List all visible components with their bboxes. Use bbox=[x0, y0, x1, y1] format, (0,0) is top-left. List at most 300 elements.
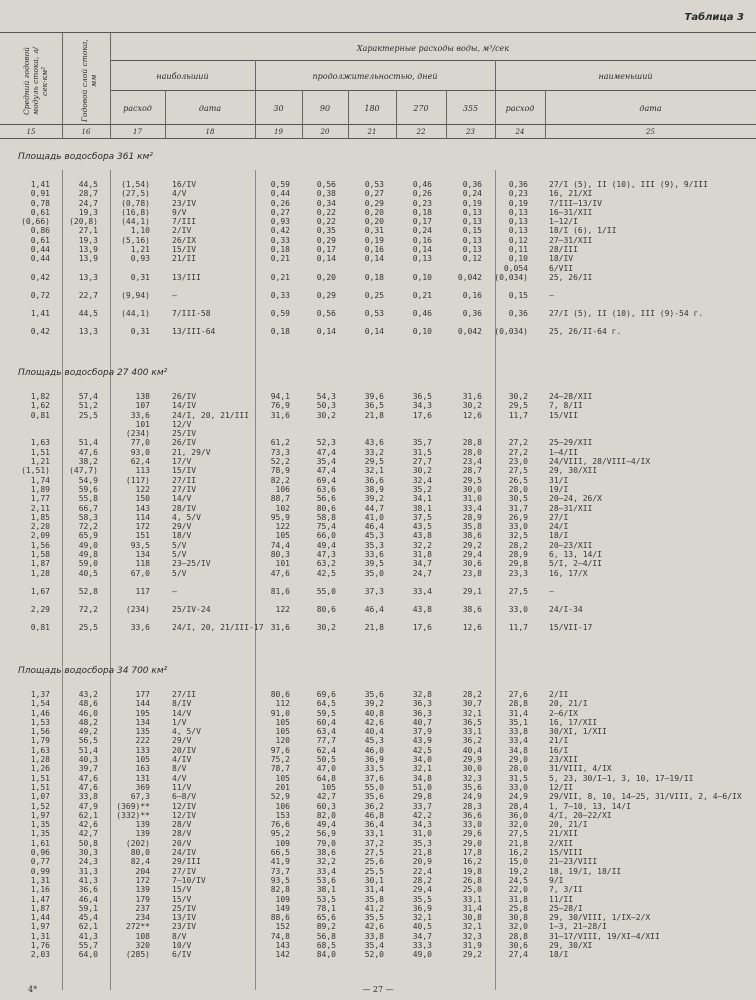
table-row bbox=[0, 867, 756, 876]
max-title: наибольший bbox=[156, 72, 209, 81]
cell-layer: 57,4 bbox=[78, 392, 98, 401]
header-rule-3 bbox=[110, 90, 756, 91]
cell-max-rate: 107 bbox=[135, 401, 150, 411]
cell-q180: 0,16 bbox=[364, 245, 384, 255]
cell-min-rate: 33,0 bbox=[508, 604, 528, 614]
cell-q90: 63,2 bbox=[316, 559, 336, 569]
cell-modulus: 0,81 bbox=[30, 622, 50, 632]
cell-max-rate: 143 bbox=[135, 503, 150, 513]
cell-max-rate: (16,8) bbox=[121, 207, 150, 217]
cell-min-rate: 30,2 bbox=[508, 392, 528, 401]
cell-max-date: 24/I, 20, 21/III-17 bbox=[172, 622, 264, 632]
table-row bbox=[0, 438, 756, 447]
cell-q270: 37,5 bbox=[412, 512, 432, 522]
cell-min-date: 28—31/XII bbox=[549, 503, 593, 513]
cell-min-date: 15/VIII bbox=[549, 848, 583, 858]
colnum: 15 bbox=[26, 128, 36, 136]
cell-q30: 73,7 bbox=[270, 866, 290, 876]
cell-q355: 0,13 bbox=[462, 245, 482, 255]
cell-q90: 54,3 bbox=[316, 392, 336, 401]
cell-layer: 38,2 bbox=[78, 457, 98, 467]
cell-max-rate: 131 bbox=[135, 773, 150, 783]
cell-q30: 0,59 bbox=[270, 180, 290, 189]
cell-max-rate: 204 bbox=[135, 866, 150, 876]
cell-min-date: 20—24, 26/X bbox=[549, 494, 602, 504]
cell-min-rate: 25,8 bbox=[508, 903, 528, 913]
min-title: наименьший bbox=[598, 72, 653, 81]
cell-max-rate: 93,0 bbox=[130, 447, 150, 457]
cell-max-date: 1/V bbox=[172, 717, 187, 727]
cell-min-rate: 0,36 bbox=[508, 180, 528, 189]
cell-q180: 30,1 bbox=[364, 875, 384, 885]
cell-q30: 105 bbox=[275, 773, 290, 783]
cell-q355: 33,0 bbox=[462, 820, 482, 830]
table-row bbox=[0, 746, 756, 755]
cell-min-rate: 0,13 bbox=[508, 217, 528, 227]
cell-q270: 21,8 bbox=[412, 848, 432, 858]
cell-min-date: 25, 26/II bbox=[549, 272, 593, 282]
cell-max-date: 14/IV bbox=[172, 401, 197, 411]
cell-modulus: 1,52 bbox=[30, 801, 50, 811]
cell-q355: 24,9 bbox=[462, 792, 482, 802]
cell-min-date: 7/III—13/IV bbox=[549, 198, 602, 208]
cell-min-date: 7, 3/II bbox=[549, 885, 583, 895]
cell-modulus: 1,46 bbox=[30, 708, 50, 718]
cell-min-date: 24—28/XII bbox=[549, 392, 593, 401]
cell-q30: 76,9 bbox=[270, 401, 290, 411]
cell-modulus: 1,28 bbox=[30, 755, 50, 765]
cell-q270: 31,0 bbox=[412, 829, 432, 839]
cell-q355: 23,4 bbox=[462, 457, 482, 467]
cell-min-date: 1, 7—10, 13, 14/I bbox=[549, 801, 631, 811]
cell-q90: 30,2 bbox=[316, 622, 336, 632]
cell-min-date: 28/III bbox=[549, 245, 578, 255]
d180-header: 180 bbox=[364, 104, 380, 113]
cell-min-rate: 16,2 bbox=[508, 848, 528, 858]
cell-modulus: 1,26 bbox=[30, 764, 50, 774]
cell-min-date: 20—23/XII bbox=[549, 540, 593, 550]
cell-layer: 65,9 bbox=[78, 531, 98, 541]
cell-modulus: 1,16 bbox=[30, 885, 50, 895]
cell-modulus: 0,78 bbox=[30, 198, 50, 208]
cell-min-rate: 28,8 bbox=[508, 699, 528, 709]
cell-q355: 31,6 bbox=[462, 392, 482, 401]
cell-q90: 55,0 bbox=[316, 586, 336, 596]
cell-max-date: 15/IV bbox=[172, 466, 197, 476]
cell-q355: 19,8 bbox=[462, 866, 482, 876]
cell-q180: 33,6 bbox=[364, 550, 384, 560]
cell-q30: 52,2 bbox=[270, 457, 290, 467]
table-row bbox=[0, 420, 756, 429]
cell-min-rate: 32,0 bbox=[508, 820, 528, 830]
max-rate-header: расход bbox=[123, 104, 152, 113]
table-row bbox=[0, 709, 756, 718]
table-row bbox=[0, 932, 756, 941]
table-row bbox=[0, 476, 756, 485]
cell-max-date: 21, 29/V bbox=[172, 447, 211, 457]
cell-q355: 0,15 bbox=[462, 226, 482, 236]
cell-q355: 28,2 bbox=[462, 690, 482, 699]
cell-q90: 63,4 bbox=[316, 727, 336, 737]
cell-max-rate: 133 bbox=[135, 745, 150, 755]
cell-q355: 12,6 bbox=[462, 410, 482, 420]
cell-q270: 51,0 bbox=[412, 782, 432, 792]
cell-q30: 94,1 bbox=[270, 392, 290, 401]
cell-q270: 0,23 bbox=[412, 198, 432, 208]
cell-q90: 53,5 bbox=[316, 894, 336, 904]
cell-q180: 45,3 bbox=[364, 736, 384, 746]
cell-modulus: 1,58 bbox=[30, 550, 50, 560]
cell-q270: 0,10 bbox=[412, 272, 432, 282]
table-row bbox=[0, 876, 756, 885]
cell-q180: 41,2 bbox=[364, 903, 384, 913]
cell-q355: 0,13 bbox=[462, 217, 482, 227]
cell-max-rate: 101 bbox=[135, 419, 150, 429]
cell-max-date: 26/IV bbox=[172, 438, 197, 448]
colnum-rule bbox=[0, 138, 756, 139]
cell-q180: 52,0 bbox=[364, 950, 384, 960]
cell-max-date: 23/IV bbox=[172, 922, 197, 932]
cell-min-rate: 31,4 bbox=[508, 708, 528, 718]
cell-q30: 143 bbox=[275, 941, 290, 951]
cell-layer: 66,7 bbox=[78, 503, 98, 513]
cell-max-date: 14/V bbox=[172, 708, 192, 718]
cell-q270: 32,8 bbox=[412, 690, 432, 699]
cell-q30: 106 bbox=[275, 484, 290, 494]
cell-q30: 80,6 bbox=[270, 690, 290, 699]
cell-modulus: 1,56 bbox=[30, 727, 50, 737]
cell-q180: 33,1 bbox=[364, 829, 384, 839]
cell-q180: 42,6 bbox=[364, 922, 384, 932]
signature-mark: 4* bbox=[28, 985, 38, 994]
table-row bbox=[0, 755, 756, 764]
cell-max-rate: 234 bbox=[135, 913, 150, 923]
cell-q270: 34,7 bbox=[412, 931, 432, 941]
colnum: 23 bbox=[466, 128, 475, 136]
cell-q355: 32,1 bbox=[462, 922, 482, 932]
cell-q90: 69,4 bbox=[316, 475, 336, 485]
cell-max-date: 12/IV bbox=[172, 801, 197, 811]
cell-min-rate: 29,0 bbox=[508, 755, 528, 765]
cell-q30: 31,6 bbox=[270, 410, 290, 420]
cell-q180: 45,3 bbox=[364, 531, 384, 541]
cell-min-rate: 30,5 bbox=[508, 494, 528, 504]
cell-max-date: 6—8/V bbox=[172, 792, 197, 802]
cell-q355: 32,3 bbox=[462, 773, 482, 783]
cell-layer: 40,3 bbox=[78, 755, 98, 765]
cell-q180: 46,4 bbox=[364, 604, 384, 614]
header-rule-2 bbox=[110, 60, 756, 61]
table-row bbox=[0, 792, 756, 801]
cell-q30: 80,3 bbox=[270, 550, 290, 560]
cell-q270: 0,17 bbox=[412, 217, 432, 227]
cell-min-date: 6, 13, 14/I bbox=[549, 550, 602, 560]
cell-max-rate: 177 bbox=[135, 690, 150, 699]
cell-q90: 65,6 bbox=[316, 913, 336, 923]
page-number: — 27 — bbox=[362, 985, 394, 994]
cell-modulus: 1,35 bbox=[30, 820, 50, 830]
cell-max-date: 25/IV-24 bbox=[172, 604, 211, 614]
cell-layer: 62,1 bbox=[78, 922, 98, 932]
table-row bbox=[0, 857, 756, 866]
cell-modulus: 2,20 bbox=[30, 522, 50, 532]
cell-q30: 91,0 bbox=[270, 708, 290, 718]
cell-q355: 29,1 bbox=[462, 586, 482, 596]
colnum: 24 bbox=[515, 128, 525, 136]
max-date-header: дата bbox=[198, 104, 222, 113]
cell-q180: 25,6 bbox=[364, 857, 384, 867]
cell-min-date: 2/II bbox=[549, 690, 569, 699]
cell-layer: 47,6 bbox=[78, 782, 98, 792]
cell-q270: 42,2 bbox=[412, 810, 432, 820]
col16-header: Годовой слой стока, мм bbox=[80, 39, 98, 123]
table-row bbox=[0, 254, 756, 263]
cell-q90: 0,56 bbox=[316, 308, 336, 318]
cell-q355: 36,2 bbox=[462, 736, 482, 746]
cell-q30: 0,33 bbox=[270, 290, 290, 300]
cell-modulus: 1,97 bbox=[30, 810, 50, 820]
cell-modulus: 1,51 bbox=[30, 447, 50, 457]
cell-min-rate: 19,2 bbox=[508, 866, 528, 876]
cell-max-date: 5/V bbox=[172, 568, 187, 578]
cell-q180: 0,53 bbox=[364, 180, 384, 189]
cell-modulus: 1,51 bbox=[30, 782, 50, 792]
cell-q90: 38,6 bbox=[316, 848, 336, 858]
cell-max-date: 29/V bbox=[172, 522, 192, 532]
cell-q180: 0,14 bbox=[364, 254, 384, 264]
cell-q270: 33,4 bbox=[412, 586, 432, 596]
cell-min-date: 16—31/XII bbox=[549, 207, 593, 217]
cell-q90: 69,6 bbox=[316, 690, 336, 699]
cell-min-rate: 11,7 bbox=[508, 622, 528, 632]
cell-max-rate: (44,1) bbox=[121, 308, 150, 318]
cell-q355: 0,13 bbox=[462, 207, 482, 217]
cell-max-rate: 1,10 bbox=[130, 226, 150, 236]
cell-q90: 47,4 bbox=[316, 466, 336, 476]
cell-q30: 41,9 bbox=[270, 857, 290, 867]
cell-q355: 31,0 bbox=[462, 494, 482, 504]
cell-min-rate: 27,5 bbox=[508, 466, 528, 476]
cell-q355: 16,2 bbox=[462, 857, 482, 867]
cell-max-date: 24/I, 20, 21/III bbox=[172, 410, 250, 420]
cell-min-rate: 0,15 bbox=[508, 290, 528, 300]
cell-q30: 75,2 bbox=[270, 755, 290, 765]
cell-q355: 0,24 bbox=[462, 189, 482, 199]
cell-q355: 28,8 bbox=[462, 438, 482, 448]
duration-title: продолжительностью, дней bbox=[312, 72, 438, 81]
table-row bbox=[0, 904, 756, 913]
cell-max-rate: (27,5) bbox=[121, 189, 150, 199]
cell-max-date: 12/IV bbox=[172, 810, 197, 820]
cell-min-rate: 0,11 bbox=[508, 245, 528, 255]
cell-q270: 36,3 bbox=[412, 699, 432, 709]
cell-q355: 0,042 bbox=[457, 326, 482, 336]
cell-max-rate: (1,54) bbox=[121, 180, 150, 189]
cell-q270: 29,8 bbox=[412, 792, 432, 802]
cell-layer: 46,0 bbox=[78, 708, 98, 718]
cell-max-rate: 67,3 bbox=[130, 792, 150, 802]
cell-min-date: 18/IV bbox=[549, 254, 574, 264]
cell-max-rate: 139 bbox=[135, 820, 150, 830]
cell-q180: 35,3 bbox=[364, 540, 384, 550]
cell-q90: 82,0 bbox=[316, 810, 336, 820]
cell-q30: 0,33 bbox=[270, 235, 290, 245]
cell-q355: 12,6 bbox=[462, 622, 482, 632]
cell-min-date: 16, 17/X bbox=[549, 568, 588, 578]
cell-max-date: 18/V bbox=[172, 531, 192, 541]
table-row bbox=[0, 605, 756, 623]
cell-q180: 35,5 bbox=[364, 913, 384, 923]
cell-min-rate: 0,13 bbox=[508, 207, 528, 217]
colnum: 22 bbox=[416, 128, 426, 136]
cell-min-date: 29, 30/VIII, 1/IX—2/X bbox=[549, 913, 651, 923]
cell-modulus: 1,82 bbox=[30, 392, 50, 401]
cell-q90: 0,29 bbox=[316, 290, 336, 300]
table-row bbox=[0, 829, 756, 838]
cell-q270: 29,4 bbox=[412, 885, 432, 895]
table-row bbox=[0, 411, 756, 420]
header-bottom-rule bbox=[0, 124, 756, 125]
cell-max-date: 27/II bbox=[172, 690, 197, 699]
cell-q180: 36,9 bbox=[364, 755, 384, 765]
cell-min-rate: 23,3 bbox=[508, 568, 528, 578]
cell-q180: 46,4 bbox=[364, 522, 384, 532]
table-row bbox=[0, 736, 756, 745]
cell-min-date: 20, 21/I bbox=[549, 699, 588, 709]
cell-max-rate: 179 bbox=[135, 894, 150, 904]
cell-q355: 0,16 bbox=[462, 290, 482, 300]
cell-min-date: 21—23/VIII bbox=[549, 857, 598, 867]
cell-modulus: 1,41 bbox=[30, 180, 50, 189]
cell-q355: 36,5 bbox=[462, 717, 482, 727]
cell-q180: 0,20 bbox=[364, 207, 384, 217]
cell-max-rate: (5,16) bbox=[121, 235, 150, 245]
cell-min-rate: 33,4 bbox=[508, 736, 528, 746]
cell-q90: 50,5 bbox=[316, 755, 336, 765]
cell-max-rate: (202) bbox=[125, 838, 150, 848]
cell-min-rate: 26,5 bbox=[508, 475, 528, 485]
cell-modulus: 1,35 bbox=[30, 829, 50, 839]
cell-q180: 21,8 bbox=[364, 622, 384, 632]
cell-q180: 35,4 bbox=[364, 941, 384, 951]
cell-q355: 32,1 bbox=[462, 708, 482, 718]
cell-max-rate: 117 bbox=[135, 586, 150, 596]
cell-modulus: 1,67 bbox=[30, 586, 50, 596]
cell-q30: 0,26 bbox=[270, 198, 290, 208]
cell-max-rate: 237 bbox=[135, 903, 150, 913]
cell-q355: 0,19 bbox=[462, 198, 482, 208]
cell-q30: 153 bbox=[275, 810, 290, 820]
cell-modulus: 1,28 bbox=[30, 568, 50, 578]
cell-min-date: 31/I bbox=[549, 475, 569, 485]
cell-q30: 0,27 bbox=[270, 207, 290, 217]
cell-min-date: 4/I, 20—22/XI bbox=[549, 810, 612, 820]
colnum: 21 bbox=[367, 128, 377, 136]
cell-layer: 19,3 bbox=[78, 207, 98, 217]
cell-modulus: 2,29 bbox=[30, 604, 50, 614]
cell-q180: 39,5 bbox=[364, 559, 384, 569]
cell-max-rate: (369)** bbox=[116, 801, 150, 811]
cell-q355: 29,2 bbox=[462, 540, 482, 550]
cell-q270: 40,7 bbox=[412, 717, 432, 727]
min-date-header: дата bbox=[639, 104, 662, 113]
cell-min-date: 1—12/I bbox=[549, 217, 578, 227]
cell-q90: 56,9 bbox=[316, 829, 336, 839]
cell-min-rate: 0,23 bbox=[508, 189, 528, 199]
cell-q270: 27,7 bbox=[412, 457, 432, 467]
cell-q30: 142 bbox=[275, 950, 290, 960]
cell-layer: 42,6 bbox=[78, 820, 98, 830]
cell-q270: 32,1 bbox=[412, 913, 432, 923]
cell-q90: 56,6 bbox=[316, 494, 336, 504]
cell-q355: 31,4 bbox=[462, 903, 482, 913]
cell-max-rate: 163 bbox=[135, 764, 150, 774]
cell-q30: 82,8 bbox=[270, 885, 290, 895]
cell-modulus: 1,54 bbox=[30, 699, 50, 709]
cell-q180: 36,5 bbox=[364, 401, 384, 411]
cell-modulus: 0,96 bbox=[30, 848, 50, 858]
cell-layer: 40,5 bbox=[78, 568, 98, 578]
cell-max-date: 23—25/IV bbox=[172, 559, 211, 569]
cell-layer: 28,7 bbox=[78, 189, 98, 199]
table-row bbox=[0, 699, 756, 708]
cell-max-date: 26/IV bbox=[172, 392, 197, 401]
cell-q180: 37,6 bbox=[364, 773, 384, 783]
cell-q180: 35,6 bbox=[364, 792, 384, 802]
cell-q30: 112 bbox=[275, 699, 290, 709]
cell-layer: 54,9 bbox=[78, 475, 98, 485]
cell-q270: 34,3 bbox=[412, 401, 432, 411]
cell-q355: 32,3 bbox=[462, 931, 482, 941]
cell-min-date: 24/I-34 bbox=[549, 604, 583, 614]
section-title: Площадь водосбора 34 700 км² bbox=[18, 666, 168, 676]
cell-min-rate: 31,5 bbox=[508, 773, 528, 783]
cell-layer: 47,6 bbox=[78, 447, 98, 457]
cell-min-rate: 32,0 bbox=[508, 922, 528, 932]
cell-q270: 32,1 bbox=[412, 764, 432, 774]
cell-max-rate: 195 bbox=[135, 708, 150, 718]
table-row bbox=[0, 885, 756, 894]
cell-q270: 43,8 bbox=[412, 531, 432, 541]
table-row bbox=[0, 559, 756, 568]
cell-max-rate: 369 bbox=[135, 782, 150, 792]
cell-min-date: 29/VII, 8, 10, 14—25, 31/VIII, 2, 4—6/IX bbox=[549, 792, 742, 802]
cell-modulus: 2,09 bbox=[30, 531, 50, 541]
cell-modulus: 1,85 bbox=[30, 512, 50, 522]
cell-q355: 29,5 bbox=[462, 475, 482, 485]
cell-min-date: 21/XII bbox=[549, 829, 578, 839]
cell-q30: 52,9 bbox=[270, 792, 290, 802]
cell-min-date: 24/VIII, 28/VIII—4/IX bbox=[549, 457, 651, 467]
table-row bbox=[0, 839, 756, 848]
cell-q270: 42,5 bbox=[412, 745, 432, 755]
cell-max-rate: 320 bbox=[135, 941, 150, 951]
cell-max-date: 8/V bbox=[172, 764, 187, 774]
cell-q180: 0,53 bbox=[364, 308, 384, 318]
cell-min-rate: 31,8 bbox=[508, 894, 528, 904]
cell-max-rate: (234) bbox=[125, 604, 150, 614]
cell-min-date: 5, 23, 30/I—1, 3, 10, 17—19/II bbox=[549, 773, 694, 783]
cell-modulus: 1,44 bbox=[30, 913, 50, 923]
cell-modulus: 0,44 bbox=[30, 254, 50, 264]
cell-q270: 0,13 bbox=[412, 254, 432, 264]
cell-max-date: 27/IV bbox=[172, 866, 197, 876]
cell-min-date: 1—3, 21—28/I bbox=[549, 922, 607, 932]
cell-modulus: 1,77 bbox=[30, 494, 50, 504]
cell-modulus: (1,51) bbox=[21, 466, 50, 476]
cell-q180: 29,5 bbox=[364, 457, 384, 467]
cell-q180: 39,6 bbox=[364, 392, 384, 401]
